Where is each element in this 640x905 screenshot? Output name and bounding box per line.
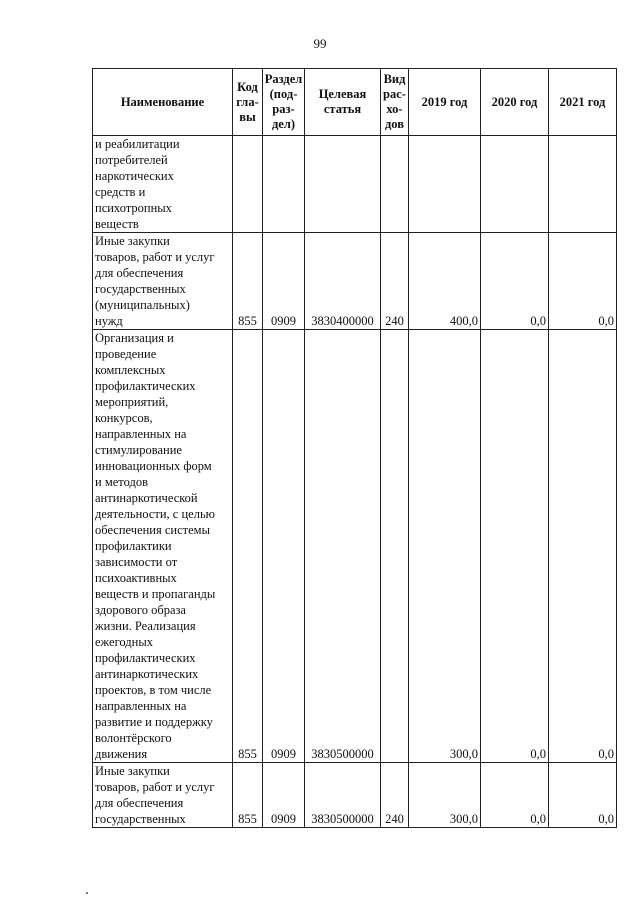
row-2020: 0,0 (481, 763, 549, 828)
header-kod-glavy: Код гла- вы (233, 69, 263, 136)
row-tselevaya: 3830500000 (305, 763, 381, 828)
row-name: Иные закупки товаров, работ и услуг для обеспечения государственных (93, 763, 233, 828)
header-name: Наименование (93, 69, 233, 136)
row-vid: 240 (381, 233, 409, 330)
table-row (93, 763, 617, 828)
row-2021: 0,0 (549, 330, 617, 763)
row-2021: 0,0 (549, 763, 617, 828)
row-2020: 0,0 (481, 233, 549, 330)
scan-dot-mark (86, 892, 88, 894)
row-2020 (481, 136, 549, 233)
row-kod: 855 (233, 763, 263, 828)
row-2019: 400,0 (409, 233, 481, 330)
row-razdel (263, 136, 305, 233)
row-razdel: 0909 (263, 763, 305, 828)
row-razdel: 0909 (263, 330, 305, 763)
row-vid (381, 136, 409, 233)
header-2020: 2020 год (481, 69, 549, 136)
row-name: Иные закупки товаров, работ и услуг для обеспечения государственных (муниципальных) нужд (93, 233, 233, 330)
row-tselevaya: 3830500000 (305, 330, 381, 763)
page-number: 99 (313, 36, 327, 51)
row-name: Организация и проведение комплексных профилактических мероприятий, конкурсов, направленных на стимулирование инновационных форм и методов антинаркотической деятельности, с целью обеспечения системы профилактики зависимости от психоактивных веществ и пропаганды здорового образа жизни. Реализация ежегодных профилактических антинаркотических проектов, в том числе направленных на развитие и поддержку волонтёрского движения (93, 330, 233, 763)
table-row (93, 136, 617, 233)
row-kod: 855 (233, 233, 263, 330)
table-header-row (93, 69, 617, 136)
header-2019: 2019 год (409, 69, 481, 136)
row-2019 (409, 136, 481, 233)
header-tselevaya-statya: Целевая статья (305, 69, 381, 136)
row-vid: 240 (381, 763, 409, 828)
header-razdel: Раздел (под- раз- дел) (263, 69, 305, 136)
header-2021: 2021 год (549, 69, 617, 136)
header-vid-raskhodov: Вид рас- хо- дов (381, 69, 409, 136)
row-2019: 300,0 (409, 330, 481, 763)
row-kod (233, 136, 263, 233)
table-row (93, 233, 617, 330)
row-2021: 0,0 (549, 233, 617, 330)
row-kod: 855 (233, 330, 263, 763)
table-row (93, 330, 617, 763)
row-2019: 300,0 (409, 763, 481, 828)
row-tselevaya (305, 136, 381, 233)
row-tselevaya: 3830400000 (305, 233, 381, 330)
budget-table (92, 68, 617, 828)
row-2021 (549, 136, 617, 233)
row-vid (381, 330, 409, 763)
row-2020: 0,0 (481, 330, 549, 763)
row-name: и реабилитации потребителей наркотических средств и психотропных веществ (93, 136, 233, 233)
row-razdel: 0909 (263, 233, 305, 330)
